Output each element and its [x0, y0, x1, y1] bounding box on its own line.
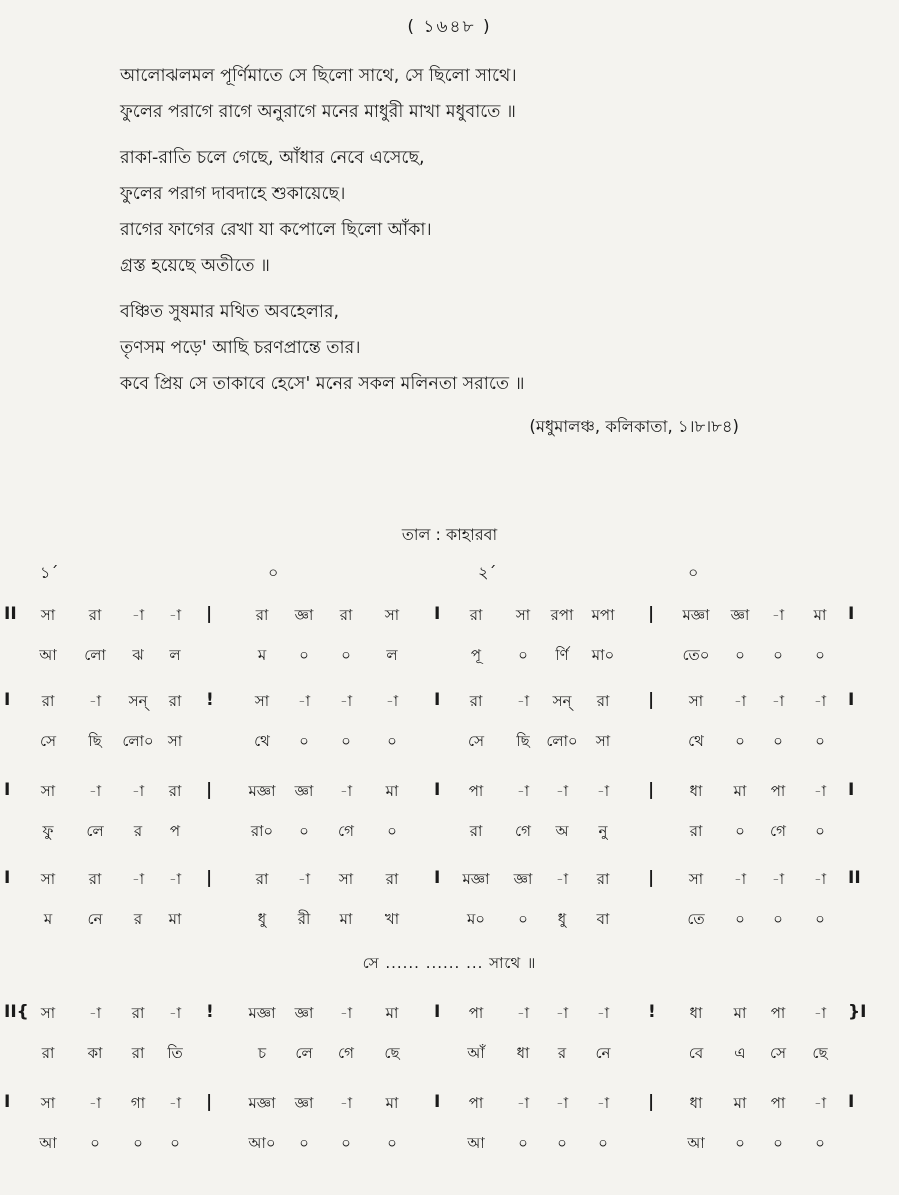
lyric-syllable: ০ — [387, 822, 397, 840]
bar-line: | — [648, 1092, 655, 1112]
lyric-syllable: ছি — [88, 732, 102, 750]
lyric-syllable: সা — [167, 732, 183, 750]
lyric-syllable: তে০ — [682, 646, 710, 664]
lyric-syllable: র — [557, 1044, 567, 1062]
lyric-syllable: ০ — [299, 732, 309, 750]
swara-note: রা — [596, 870, 610, 888]
swara-note: সা — [40, 782, 56, 800]
lyric-syllable: অ — [555, 822, 569, 840]
bar-line: | — [206, 780, 213, 800]
notation-row — [0, 868, 899, 940]
poem-stanza — [120, 294, 860, 402]
beat-marker: ০ — [268, 563, 279, 582]
lyric-syllable: ছি — [516, 732, 530, 750]
bar-line: I — [434, 1002, 441, 1022]
lyric-syllable: মা — [168, 910, 182, 928]
bar-line: ! — [206, 690, 214, 710]
notation-row — [0, 604, 899, 676]
lyric-syllable: তি — [167, 1044, 183, 1062]
bar-line: | — [648, 604, 655, 624]
lyric-syllable: ০ — [815, 1134, 825, 1152]
poem-source: (মধুমালঞ্চ, কলিকাতা, ১।৮।৮৪) — [529, 417, 739, 436]
lyric-syllable: ধা — [516, 1044, 530, 1062]
lyric-syllable: লো০ — [122, 732, 154, 750]
swara-note: -া — [339, 1094, 353, 1112]
lyric-syllable: ০ — [387, 732, 397, 750]
swara-note: সা — [515, 606, 531, 624]
bar-line: II — [848, 868, 861, 888]
swara-note: রা — [469, 606, 483, 624]
lyric-syllable: ম — [257, 646, 267, 664]
lyric-syllable: কা — [87, 1044, 103, 1062]
swara-note: -া — [131, 782, 145, 800]
swara-note: মা — [733, 1094, 747, 1112]
swara-note: মা — [813, 606, 827, 624]
swara-line — [0, 780, 899, 808]
lyric-syllable: সা — [595, 732, 611, 750]
swara-note: মজ্ঞা — [682, 606, 710, 624]
swara-line — [0, 690, 899, 718]
notation-row — [0, 1092, 899, 1164]
swara-note: রা — [339, 606, 353, 624]
swara-note: রা — [168, 782, 182, 800]
swara-note: -া — [297, 692, 311, 710]
swara-note: ধা — [689, 1094, 703, 1112]
notation-row — [0, 780, 899, 852]
lyric-syllable: ০ — [299, 1134, 309, 1152]
bar-line: II{ — [4, 1002, 29, 1022]
lyric-syllable: ০ — [90, 1134, 100, 1152]
swara-note: -া — [88, 1004, 102, 1022]
bar-line: I — [4, 868, 11, 888]
lyric-syllable: র — [133, 910, 143, 928]
swara-note: জ্ঞা — [294, 606, 314, 624]
lyric-syllable: থে — [254, 732, 270, 750]
poem-line: রাগের ফাগের রেখা যা কপোলে ছিলো আঁকা। — [120, 220, 432, 240]
swara-note: -া — [555, 1004, 569, 1022]
lyric-syllable: ০ — [735, 1134, 745, 1152]
poem-line: তৃণসম পড়ে' আছি চরণপ্রান্তে তার। — [120, 338, 361, 358]
swara-note: -া — [555, 782, 569, 800]
poem-stanza — [120, 140, 860, 284]
swara-note: রা — [255, 606, 269, 624]
lyric-line — [0, 644, 899, 672]
lyric-syllable: প — [169, 822, 181, 840]
bar-line: | — [648, 868, 655, 888]
lyric-syllable: এ — [734, 1044, 746, 1062]
lyric-syllable: ০ — [133, 1134, 143, 1152]
swara-note: জ্ঞা — [294, 1094, 314, 1112]
lyric-syllable: র্ণি — [555, 646, 569, 664]
poem — [120, 58, 860, 412]
swara-line — [0, 1092, 899, 1120]
lyric-syllable: ০ — [518, 910, 528, 928]
lyric-syllable: সে — [40, 732, 56, 750]
bar-line: | — [206, 868, 213, 888]
swara-note: মা — [385, 782, 399, 800]
swara-note: -া — [168, 1004, 182, 1022]
swara-note: মপা — [591, 606, 615, 624]
lyric-syllable: থে — [688, 732, 704, 750]
lyric-syllable: রা — [131, 1044, 145, 1062]
lyric-syllable: লে — [295, 1044, 313, 1062]
lyric-syllable: রা০ — [250, 822, 274, 840]
lyric-syllable: রা — [689, 822, 703, 840]
swara-note: -া — [516, 1004, 530, 1022]
swara-note: -া — [88, 692, 102, 710]
bar-line: I — [848, 1092, 855, 1112]
swara-note: ধা — [689, 782, 703, 800]
bar-line: ! — [648, 1002, 656, 1022]
swara-note: রা — [168, 692, 182, 710]
lyric-syllable: সে — [468, 732, 484, 750]
lyric-syllable: ছে — [384, 1044, 400, 1062]
lyric-syllable: নে — [595, 1044, 611, 1062]
lyric-syllable: ০ — [518, 1134, 528, 1152]
swara-note: -া — [596, 1094, 610, 1112]
swara-note: জ্ঞা — [294, 1004, 314, 1022]
beat-marker: ০ — [688, 563, 699, 582]
poem-line: কবে প্রিয় সে তাকাবে হেসে' মনের সকল মলিনতা সরাতে ॥ — [120, 374, 525, 394]
lyric-syllable: তে — [687, 910, 705, 928]
swara-note: মা — [385, 1094, 399, 1112]
lyric-line — [0, 908, 899, 936]
swara-note: রা — [41, 692, 55, 710]
lyric-syllable: ল — [169, 646, 181, 664]
bar-line: I — [434, 868, 441, 888]
swara-note: -া — [813, 870, 827, 888]
swara-note: মজ্ঞা — [248, 782, 276, 800]
lyric-syllable: আ — [39, 646, 57, 664]
swara-note: রা — [131, 1004, 145, 1022]
bar-line: | — [206, 604, 213, 624]
refrain-line: সে ...... ...... ... সাথে ॥ — [362, 954, 537, 972]
beat-marker: ২´ — [478, 563, 497, 582]
swara-note: -া — [771, 870, 785, 888]
swara-note: মজ্ঞা — [248, 1094, 276, 1112]
lyric-syllable: খা — [384, 910, 400, 928]
swara-line — [0, 868, 899, 896]
taal-heading: তাল : কাহারবা — [401, 525, 498, 544]
swara-note: -া — [813, 782, 827, 800]
swara-note: সা — [40, 870, 56, 888]
lyric-syllable: ০ — [735, 910, 745, 928]
swara-note: সা — [688, 870, 704, 888]
page-number: ( ১৬৪৮ ) — [407, 17, 492, 37]
swara-note: রা — [469, 692, 483, 710]
swara-note: রা — [255, 870, 269, 888]
bar-line: I — [848, 604, 855, 624]
swara-note: -া — [516, 1094, 530, 1112]
lyric-syllable: গে — [770, 822, 786, 840]
lyric-syllable: আ — [687, 1134, 705, 1152]
swara-note: পা — [468, 782, 484, 800]
lyric-syllable: লো০ — [546, 732, 578, 750]
lyric-syllable: ০ — [387, 1134, 397, 1152]
lyric-syllable: র — [133, 822, 143, 840]
lyric-syllable: পূ — [470, 646, 482, 664]
swara-note: জ্ঞা — [730, 606, 750, 624]
swara-note: -া — [88, 1094, 102, 1112]
notation-row — [0, 690, 899, 762]
swara-note: সন্ — [552, 692, 572, 710]
lyric-syllable: রা — [469, 822, 483, 840]
swara-note: জ্ঞা — [294, 782, 314, 800]
lyric-syllable: ধু — [557, 910, 567, 928]
lyric-syllable: ০ — [735, 646, 745, 664]
lyric-syllable: গে — [338, 822, 354, 840]
bar-line: I — [4, 1092, 11, 1112]
bar-line: }I — [848, 1002, 867, 1022]
swara-note: পা — [468, 1094, 484, 1112]
swara-note: রপা — [550, 606, 574, 624]
poem-stanza — [120, 58, 860, 130]
swara-note: সা — [40, 606, 56, 624]
poem-line: ফুলের পরাগে রাগে অনুরাগে মনের মাধুরী মাখা মধুবাতে ॥ — [120, 102, 516, 122]
lyric-syllable: নে — [87, 910, 103, 928]
swara-note: -া — [555, 870, 569, 888]
swara-note: জ্ঞা — [513, 870, 533, 888]
swara-note: মা — [733, 1004, 747, 1022]
swara-note: -া — [339, 1004, 353, 1022]
lyric-syllable: ০ — [341, 1134, 351, 1152]
lyric-syllable: আঁ — [467, 1044, 485, 1062]
beat-markers — [0, 560, 899, 586]
lyric-syllable: রী — [297, 910, 311, 928]
bar-line: II — [4, 604, 17, 624]
swara-note: -া — [339, 782, 353, 800]
swara-note: পা — [770, 782, 786, 800]
lyric-syllable: সে — [770, 1044, 786, 1062]
bar-line: | — [206, 1092, 213, 1112]
swara-note: -া — [88, 782, 102, 800]
lyric-syllable: ০ — [815, 910, 825, 928]
lyric-syllable: লো — [84, 646, 106, 664]
lyric-syllable: মা — [339, 910, 353, 928]
swara-note: -া — [733, 870, 747, 888]
poem-line: ফুলের পরাগ দাবদাহে শুকায়েছে। — [120, 184, 346, 204]
lyric-syllable: ০ — [815, 732, 825, 750]
lyric-line — [0, 730, 899, 758]
beat-marker: ১´ — [40, 563, 59, 582]
lyric-syllable: ০ — [773, 732, 783, 750]
swara-note: রা — [385, 870, 399, 888]
swara-line — [0, 604, 899, 632]
lyric-syllable: ০ — [815, 822, 825, 840]
lyric-syllable: ল — [386, 646, 398, 664]
swara-note: -া — [168, 870, 182, 888]
swara-note: সা — [40, 1094, 56, 1112]
poem-line: বঞ্চিত সুষমার মথিত অবহেলার, — [120, 302, 340, 322]
swara-note: সা — [384, 606, 400, 624]
poem-line: আলোঝলমল পূর্ণিমাতে সে ছিলো সাথে, সে ছিলো সাথে। — [120, 66, 517, 86]
swara-note: -া — [339, 692, 353, 710]
lyric-line — [0, 1042, 899, 1070]
bar-line: I — [434, 780, 441, 800]
swara-note: -া — [813, 692, 827, 710]
lyric-syllable: ঝ — [132, 646, 144, 664]
swara-note: -া — [771, 606, 785, 624]
swara-note: মা — [385, 1004, 399, 1022]
swara-note: রা — [88, 870, 102, 888]
swara-note: সা — [338, 870, 354, 888]
lyric-syllable: আ — [39, 1134, 57, 1152]
lyric-syllable: ০ — [341, 646, 351, 664]
lyric-syllable: গে — [338, 1044, 354, 1062]
lyric-syllable: ০ — [518, 646, 528, 664]
bar-line: I — [434, 1092, 441, 1112]
swara-note: গা — [130, 1094, 146, 1112]
swara-note: -া — [297, 870, 311, 888]
lyric-syllable: রা — [41, 1044, 55, 1062]
swara-note: -া — [596, 782, 610, 800]
bar-line: ! — [206, 1002, 214, 1022]
lyric-syllable: গে — [515, 822, 531, 840]
swara-note: -া — [516, 692, 530, 710]
lyric-syllable: ০ — [170, 1134, 180, 1152]
lyric-syllable: বে — [688, 1044, 704, 1062]
lyric-syllable: আ০ — [248, 1134, 276, 1152]
lyric-syllable: ০ — [735, 822, 745, 840]
lyric-syllable: ছে — [812, 1044, 828, 1062]
lyric-syllable: ০ — [598, 1134, 608, 1152]
swara-note: সা — [40, 1004, 56, 1022]
swara-note: পা — [770, 1004, 786, 1022]
lyric-syllable: ০ — [735, 732, 745, 750]
lyric-syllable: ধু — [257, 910, 267, 928]
swara-note: সা — [254, 692, 270, 710]
lyric-syllable: ০ — [557, 1134, 567, 1152]
swara-line — [0, 1002, 899, 1030]
bar-line: I — [848, 690, 855, 710]
lyric-syllable: ম০ — [466, 910, 486, 928]
swara-note: -া — [733, 692, 747, 710]
lyric-syllable: ০ — [773, 1134, 783, 1152]
bar-line: I — [848, 780, 855, 800]
swara-note: -া — [596, 1004, 610, 1022]
lyric-line — [0, 820, 899, 848]
swara-note: রা — [88, 606, 102, 624]
swara-note: -া — [771, 692, 785, 710]
swara-note: -া — [168, 606, 182, 624]
swara-note: পা — [770, 1094, 786, 1112]
lyric-syllable: ফু — [42, 822, 54, 840]
bar-line: | — [648, 690, 655, 710]
swara-note: ধা — [689, 1004, 703, 1022]
swara-note: -া — [385, 692, 399, 710]
swara-note: -া — [131, 606, 145, 624]
swara-note: -া — [555, 1094, 569, 1112]
lyric-syllable: নু — [598, 822, 608, 840]
lyric-syllable: ০ — [773, 910, 783, 928]
notation-row — [0, 1002, 899, 1074]
bar-line: I — [434, 604, 441, 624]
swara-note: পা — [468, 1004, 484, 1022]
lyric-syllable: ০ — [341, 732, 351, 750]
bar-line: I — [4, 690, 11, 710]
lyric-syllable: ০ — [299, 822, 309, 840]
lyric-syllable: চ — [257, 1044, 267, 1062]
poem-line: রাকা-রাতি চলে গেছে, আঁধার নেবে এসেছে, — [120, 148, 425, 168]
swara-note: -া — [813, 1004, 827, 1022]
swara-note: মা — [733, 782, 747, 800]
bar-line: | — [648, 780, 655, 800]
lyric-syllable: লে — [86, 822, 104, 840]
lyric-syllable: বা — [596, 910, 610, 928]
lyric-syllable: ০ — [815, 646, 825, 664]
bar-line: I — [4, 780, 11, 800]
swara-note: -া — [813, 1094, 827, 1112]
swara-note: সন্ — [128, 692, 148, 710]
lyric-syllable: আ — [467, 1134, 485, 1152]
swara-note: মজ্ঞা — [462, 870, 490, 888]
lyric-syllable: ০ — [773, 646, 783, 664]
lyric-syllable: ০ — [299, 646, 309, 664]
lyric-line — [0, 1132, 899, 1160]
bar-line: I — [434, 690, 441, 710]
swara-note: রা — [596, 692, 610, 710]
swara-note: -া — [168, 1094, 182, 1112]
lyric-syllable: মা০ — [591, 646, 615, 664]
swara-note: সা — [688, 692, 704, 710]
swara-note: -া — [131, 870, 145, 888]
poem-line: গ্রস্ত হয়েছে অতীতে ॥ — [120, 256, 270, 276]
lyric-syllable: ম — [43, 910, 53, 928]
swara-note: মজ্ঞা — [248, 1004, 276, 1022]
swara-note: -া — [516, 782, 530, 800]
